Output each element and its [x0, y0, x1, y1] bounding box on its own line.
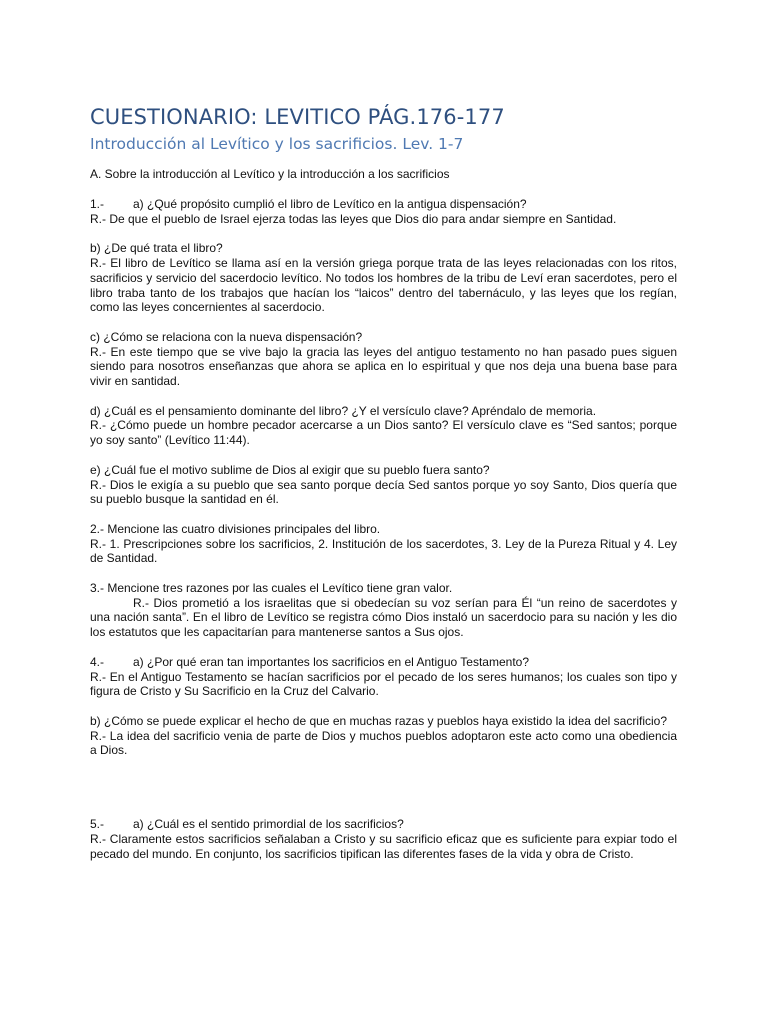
document-subtitle: Introducción al Levítico y los sacrificios. Lev. 1-7 — [90, 135, 464, 153]
question-1c-text: c) ¿Cómo se relaciona con la nueva dispensación? — [90, 329, 363, 344]
question-4b — [90, 714, 677, 758]
question-3-text: 3.- Mencione tres razones por las cuales el Levítico tiene gran valor. — [90, 581, 453, 596]
answer-2: R.- 1. Prescripciones sobre los sacrificios, 2. Institución de los sacerdotes, 3. Ley de la Pureza Ritual y 4. Ley de Santidad. — [90, 536, 677, 566]
blank-space — [90, 758, 677, 802]
question-4-number: 4.- — [90, 654, 105, 669]
question-3 — [90, 581, 677, 640]
answer-1d: R.- ¿Cómo puede un hombre pecador acercarse a un Dios santo? El versículo clave es “Sed santos; porque yo soy santo” (Levítico 11:44). — [90, 418, 677, 448]
question-2 — [90, 522, 677, 566]
question-2-text: 2.- Mencione las cuatro divisiones principales del libro. — [90, 521, 381, 536]
answer-5a: R.- Claramente estos sacrificios señalaban a Cristo y su sacrificio eficaz que es suficiente para expiar todo el pecado del mundo. En conjunto, los sacrificios tipifican las diferentes fases de la vida y obra de Cristo. — [90, 831, 677, 861]
answer-4b: R.- La idea del sacrificio venia de parte de Dios y muchos pueblos adoptaron este acto como una obediencia a Dios. — [90, 728, 677, 758]
answer-1a: R.- De que el pueblo de Israel ejerza todas las leyes que Dios dio para andar siempre en Santidad. — [90, 211, 617, 226]
section-a-heading: A. Sobre la introducción al Levítico y la introducción a los sacrificios — [90, 167, 450, 181]
question-1-number: 1.- — [90, 197, 105, 211]
question-5a-text — [90, 817, 677, 832]
question-1a-label: a) ¿Qué propósito cumplió el libro de Levítico en la antigua dispensación? — [133, 197, 527, 211]
question-4a-text — [90, 655, 677, 670]
question-1d — [90, 404, 677, 448]
question-1b — [90, 241, 677, 315]
question-1c — [90, 330, 677, 389]
answer-3-text: R.- Dios prometió a los israelitas que si obedecían su voz serían para Él “un reino de sacerdotes y una nación santa”. En el libro de Levítico se registra cómo Dios instaló un sacerdocio para su nación y les dio los estatutos que les capacitarían para mantenerse santos a Sus ojos. — [90, 595, 677, 640]
answer-3 — [90, 596, 677, 640]
question-4a — [90, 655, 677, 699]
question-4b-text: b) ¿Cómo se puede explicar el hecho de que en muchas razas y pueblos haya existido la idea del sacrificio? — [90, 713, 667, 728]
question-1e-text: e) ¿Cuál fue el motivo sublime de Dios al exigir que su pueblo fuera santo? — [90, 462, 490, 477]
answer-1c: R.- En este tiempo que se vive bajo la gracia las leyes del antiguo testamento no han pasado pues siguen siendo para nosotros enseñanzas que ahora se aplica en lo espiritual y que nos deja una buena base para vivir en santidad. — [90, 344, 677, 389]
answer-4a: R.- En el Antiguo Testamento se hacían sacrificios por el pecado de los seres humanos; los cuales son tipo y figura de Cristo y Su Sacrificio en la Cruz del Calvario. — [90, 669, 677, 699]
question-5a-label: a) ¿Cuál es el sentido primordial de los sacrificios? — [133, 817, 404, 832]
question-1b-text: b) ¿De qué trata el libro? — [90, 241, 223, 256]
question-1a-text — [90, 197, 677, 212]
answer-1e: R.- Dios le exigía a su pueblo que sea santo porque decía Sed santos porque yo soy Santo, Dios quería que su pueblo busque la santidad en él. — [90, 477, 677, 507]
question-1a — [90, 197, 677, 226]
question-5-number: 5.- — [90, 817, 105, 832]
question-1d-text: d) ¿Cuál es el pensamiento dominante del libro? ¿Y el versículo clave? Apréndalo de memoria. — [90, 403, 597, 418]
question-4a-label: a) ¿Por qué eran tan importantes los sacrificios en el Antiguo Testamento? — [133, 654, 529, 669]
question-5a — [90, 817, 677, 861]
question-1e — [90, 463, 677, 507]
answer-1b: R.- El libro de Levítico se llama así en la versión griega porque trata de las leyes relacionadas con los ritos, sacrificios y servicio del sacerdocio levítico. No todos los hombres de la tribu de Leví eran sacerdotes, pero el libro traba tanto de los trabajos que hacían los “laicos” dentro del tabernáculo, y las leyes que los regían, como las leyes concernientes al sacerdocio. — [90, 256, 677, 315]
document-title: CUESTIONARIO: LEVITICO PÁG.176-177 — [90, 105, 505, 129]
